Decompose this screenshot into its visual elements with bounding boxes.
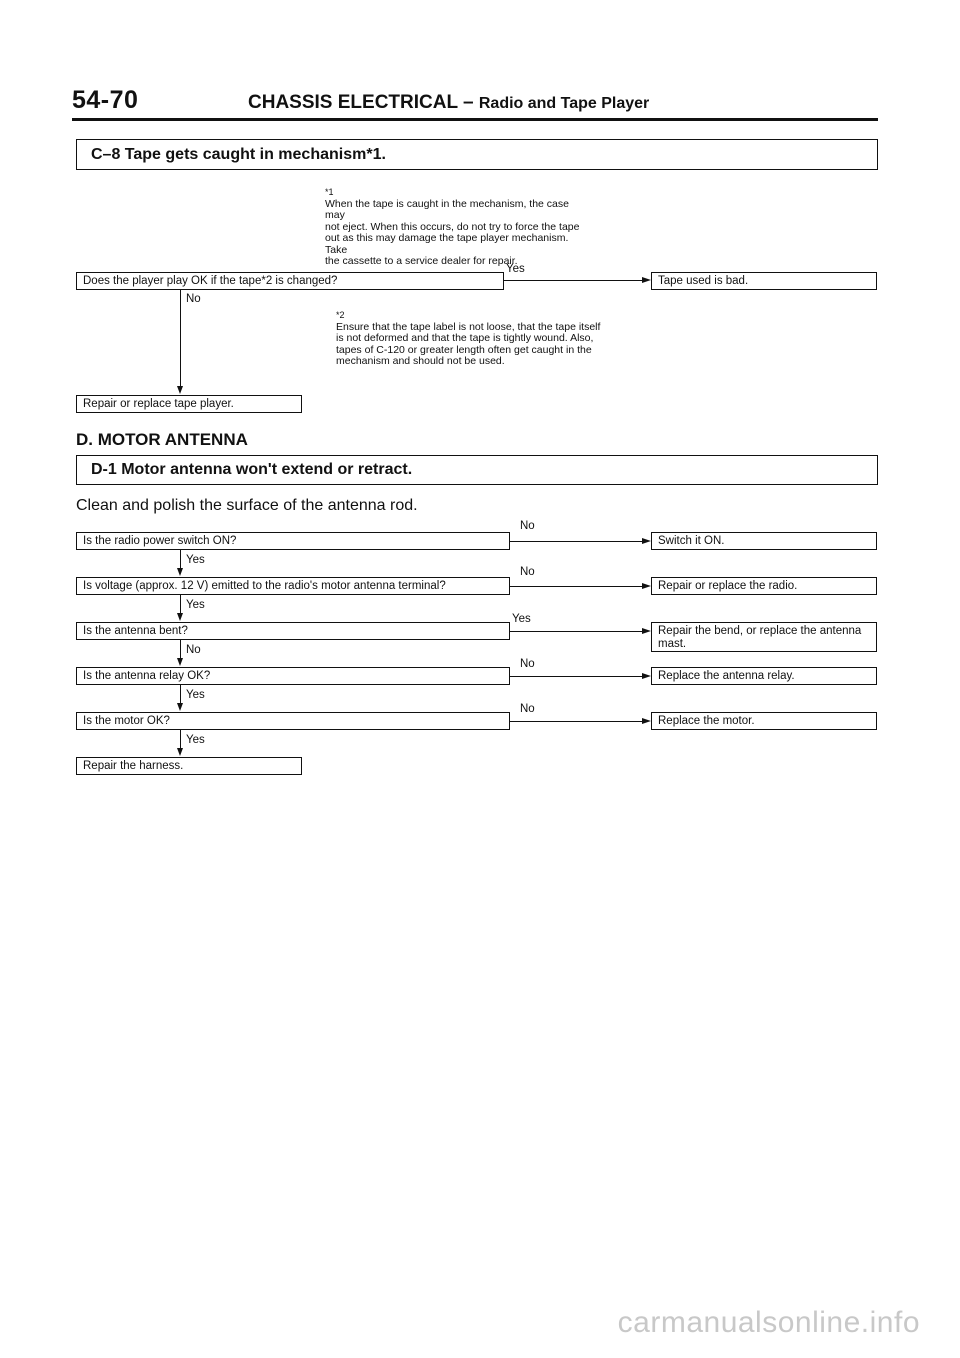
d1-result-box: Replace the antenna relay. <box>651 667 877 685</box>
watermark: carmanualsonline.info <box>617 1306 920 1339</box>
c8-question-box: Does the player play OK if the tape*2 is changed? <box>76 272 504 290</box>
d1-side-label: No <box>520 703 535 715</box>
d1-side-label: No <box>520 658 535 670</box>
d1-question-box: Is voltage (approx. 12 V) emitted to the radio's motor antenna terminal? <box>76 577 510 595</box>
arrow-down-icon <box>177 703 183 711</box>
c8-no-result: Repair or replace tape player. <box>76 395 302 413</box>
note2-line: tapes of C-120 or greater length often get caught in the <box>336 343 592 356</box>
note1-line: out as this may damage the tape player mechanism. Take <box>325 232 569 256</box>
header-rule <box>72 118 878 121</box>
arrow-right-icon <box>642 277 651 283</box>
title-dash: – <box>457 92 479 113</box>
arrow-right-icon <box>642 583 651 589</box>
d1-final-box: Repair the harness. <box>76 757 302 775</box>
note1-line: not eject. When this occurs, do not try to force the tape <box>325 220 580 233</box>
c8-yes-result: Tape used is bad. <box>651 272 877 290</box>
c8-yes-label: Yes <box>506 263 525 275</box>
arrow-down-icon <box>177 613 183 621</box>
arrow-down-icon <box>177 386 183 394</box>
note1-line: When the tape is caught in the mechanism, the case may <box>325 197 569 221</box>
d1-side-label: Yes <box>512 613 531 625</box>
d1-side-connector <box>510 631 642 632</box>
page-title <box>248 92 649 114</box>
d1-down-label: No <box>186 644 201 656</box>
d1-side-connector <box>510 586 642 587</box>
d1-intro: Clean and polish the surface of the antenna rod. <box>76 497 418 514</box>
d1-down-label: Yes <box>186 599 205 611</box>
c8-yes-connector <box>504 280 642 281</box>
d1-result-box: Switch it ON. <box>651 532 877 550</box>
note1-line: the cassette to a service dealer for repair. <box>325 255 518 267</box>
d1-down-connector <box>180 685 181 705</box>
note2-line: Ensure that the tape label is not loose, that the tape itself <box>336 320 601 333</box>
d1-down-label: Yes <box>186 689 205 701</box>
note1-mark: *1 <box>325 187 334 197</box>
d1-heading: D-1 Motor antenna won't extend or retract. <box>76 455 878 485</box>
note2-line: mechanism and should not be used. <box>336 355 505 367</box>
c8-no-label: No <box>186 293 201 305</box>
d1-side-connector <box>510 721 642 722</box>
d1-result-box: Repair the bend, or replace the antenna mast. <box>651 622 877 652</box>
d1-side-label: No <box>520 566 535 578</box>
d1-side-connector <box>510 676 642 677</box>
arrow-right-icon <box>642 538 651 544</box>
d1-down-connector <box>180 595 181 615</box>
arrow-right-icon <box>642 673 651 679</box>
d1-question-box: Is the antenna bent? <box>76 622 510 640</box>
d1-result-box: Repair or replace the radio. <box>651 577 877 595</box>
chapter-title: CHASSIS ELECTRICAL <box>248 92 458 113</box>
note2-mark: *2 <box>336 310 345 320</box>
d1-side-label: No <box>520 520 535 532</box>
section-d-title: D. MOTOR ANTENNA <box>76 430 248 449</box>
d1-down-connector <box>180 730 181 750</box>
c8-note1 <box>325 187 585 268</box>
c8-no-connector <box>180 290 181 388</box>
d1-result-box: Replace the motor. <box>651 712 877 730</box>
page-number: 54-70 <box>72 86 139 114</box>
d1-question-box: Is the motor OK? <box>76 712 510 730</box>
d1-down-label: Yes <box>186 734 205 746</box>
c8-heading: C–8 Tape gets caught in mechanism*1. <box>76 139 878 170</box>
arrow-down-icon <box>177 658 183 666</box>
d1-question-box: Is the radio power switch ON? <box>76 532 510 550</box>
arrow-right-icon <box>642 628 651 634</box>
arrow-down-icon <box>177 748 183 756</box>
d1-side-connector <box>510 541 642 542</box>
d1-down-label: Yes <box>186 554 205 566</box>
d1-down-connector <box>180 640 181 660</box>
arrow-down-icon <box>177 568 183 576</box>
chapter-subtitle: Radio and Tape Player <box>478 95 650 112</box>
d1-down-connector <box>180 550 181 570</box>
note2-line: is not deformed and that the tape is tightly wound. Also, <box>336 332 594 344</box>
c8-note2 <box>336 310 656 368</box>
d1-question-box: Is the antenna relay OK? <box>76 667 510 685</box>
arrow-right-icon <box>642 718 651 724</box>
